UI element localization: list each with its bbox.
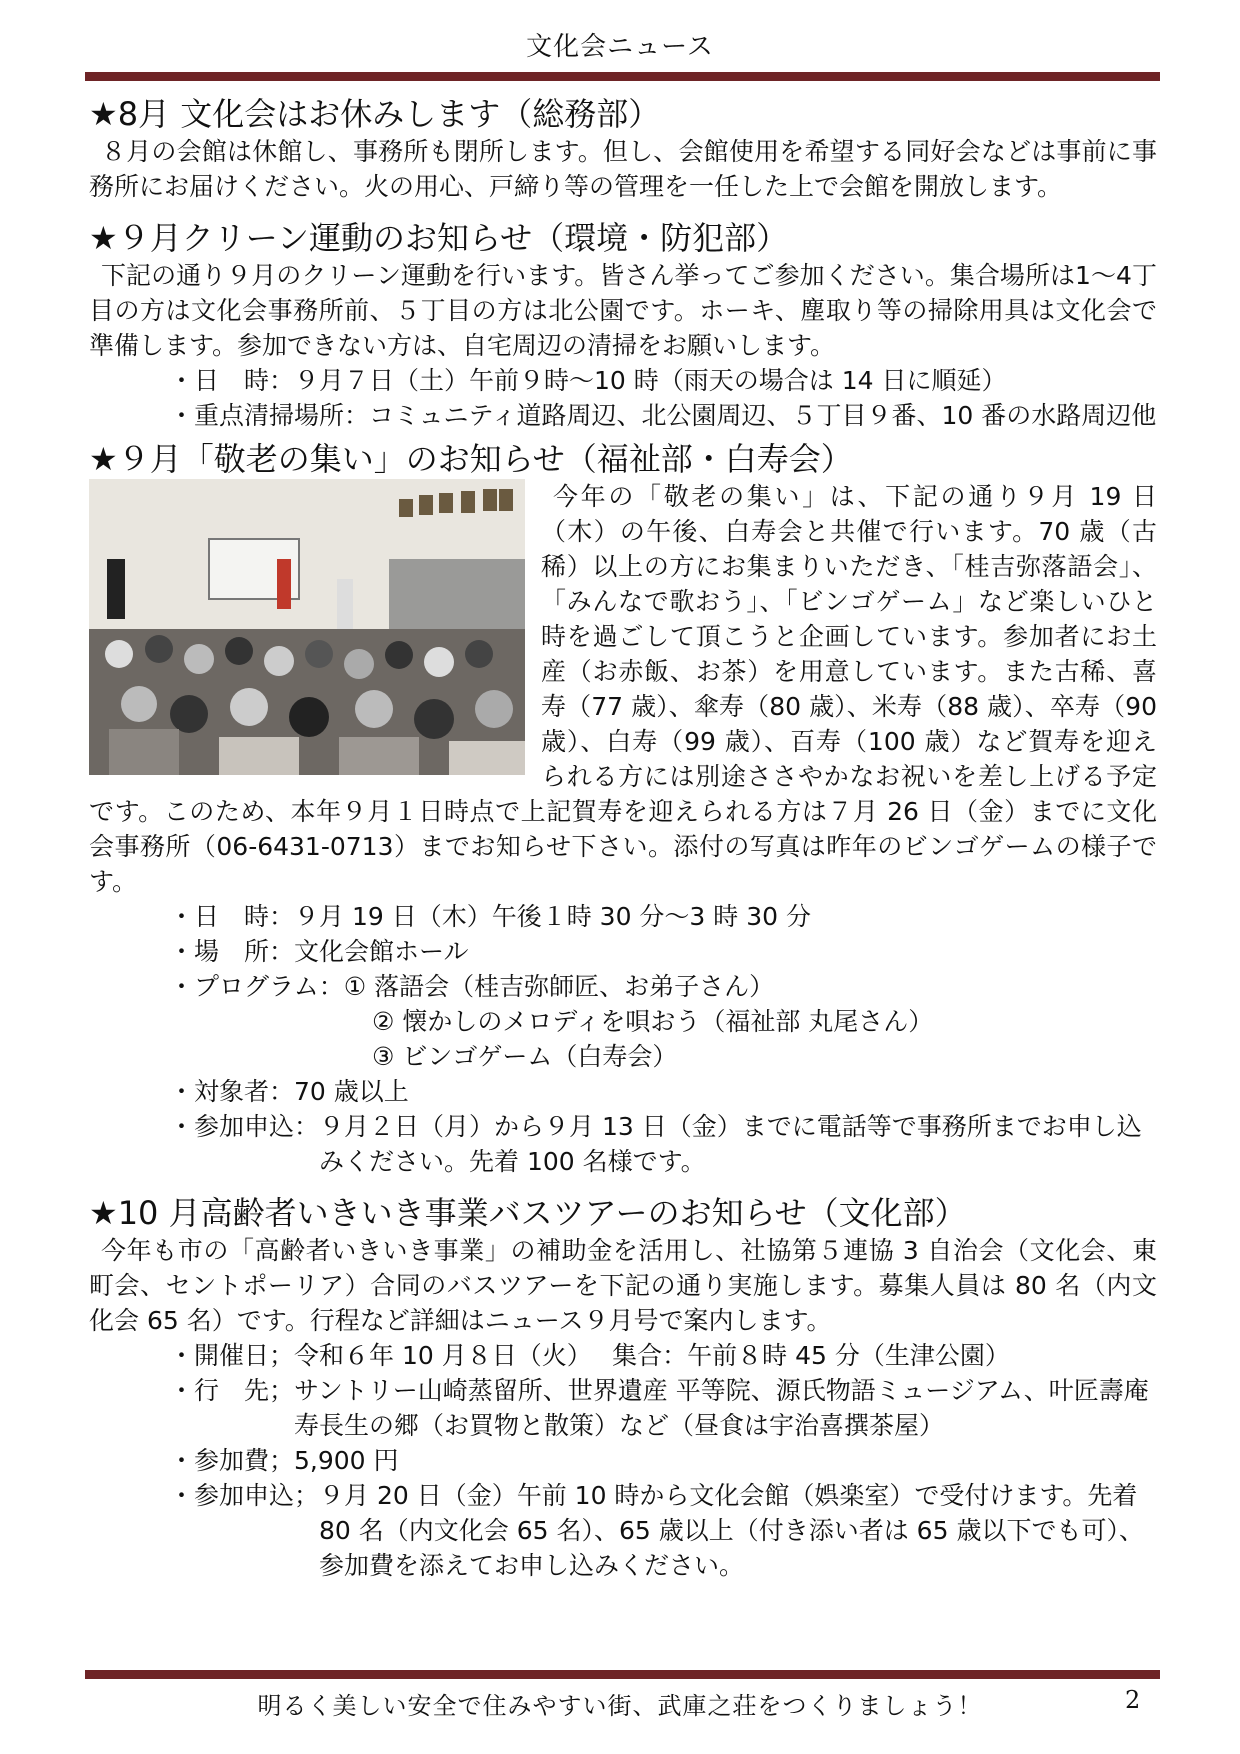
detail-label: ・行 先； (169, 1376, 295, 1405)
respect-aged-details-2 (89, 1074, 1157, 1179)
detail-item (89, 1478, 1157, 1583)
page-number: 2 (1125, 1686, 1141, 1714)
detail-value: ９月２日（月）から９月 13 日（金）までに電話等で事務所までお申し込みください。先着 100 名様です。 (319, 1112, 1142, 1176)
detail-item (89, 899, 1157, 934)
program-item: ② 懐かしのメロディを唄おう（福祉部 丸尾さん） (372, 1007, 934, 1036)
detail-value: 令和６年 10 月８日（火） 集合：午前８時 45 分（生津公園） (294, 1341, 1010, 1370)
detail-value: 文化会館ホール (294, 937, 469, 966)
section-body-bus-tour: 今年も市の「高齢者いきいき事業」の補助金を活用し、社協第５連協 3 自治会（文化会、東町会、セントポーリア）合同のバスツアーを下記の通り実施します。募集人員は 80 名（内文化会 65 名）です。行程など詳細はニュース９月号で案内します。 (89, 1236, 1157, 1335)
detail-label: ・開催日； (169, 1341, 295, 1370)
detail-label: ・対象者： (169, 1077, 295, 1106)
detail-item (89, 934, 1157, 969)
detail-value: 70 歳以上 (294, 1077, 409, 1106)
event-photo (89, 479, 525, 775)
detail-item (89, 1109, 1157, 1179)
detail-item (89, 1373, 1157, 1443)
detail-item (89, 1074, 1157, 1109)
section-title-august-closure: ★8月 文化会はお休みします（総務部） (89, 95, 661, 133)
detail-label: ・日 時： (169, 902, 295, 931)
detail-label: ・参加申込； (169, 1481, 320, 1510)
detail-value: ① 落語会（桂吉弥師匠、お弟子さん） (343, 972, 775, 1001)
detail-value: サントリー山崎蒸留所、世界遺産 平等院、源氏物語ミュージアム、叶匠壽庵 寿長生の郷（お買物と散策）など（昼食は宇治喜撰茶屋） (294, 1376, 1149, 1440)
detail-value: ９月７日（土）午前９時～10 時（雨天の場合は 14 日に順延） (294, 366, 1007, 395)
bus-tour-details (89, 1338, 1157, 1583)
detail-label: ・場 所： (169, 937, 295, 966)
detail-value: ９月 19 日（木）午後１時 30 分～3 時 30 分 (294, 902, 811, 931)
clean-campaign-details (89, 363, 1157, 433)
detail-label: ・重点清掃場所： (169, 401, 370, 430)
newsletter-title: 文化会ニュース (526, 32, 714, 62)
section-title-bus-tour: ★10 月高齢者いきいき事業バスツアーのお知らせ（文化部） (89, 1194, 967, 1232)
program-item: ③ ビンゴゲーム（白寿会） (372, 1042, 678, 1071)
section-title-clean-campaign: ★９月クリーン運動のお知らせ（環境・防犯部） (89, 219, 789, 257)
detail-label: ・プログラム： (169, 972, 344, 1001)
section-title-respect-aged: ★９月「敬老の集い」のお知らせ（福祉部・白寿会） (89, 440, 853, 478)
footer-slogan: 明るく美しい安全で住みやすい街、武庫之荘をつくりましょう！ (257, 1692, 983, 1720)
header-rule (85, 72, 1160, 81)
footer-rule (85, 1670, 1160, 1679)
detail-item (89, 1338, 1157, 1373)
detail-value: コミュニティ道路周辺、北公園周辺、５丁目９番、10 番の水路周辺他 (369, 401, 1157, 430)
detail-item (89, 969, 1157, 1004)
detail-item (89, 363, 1157, 398)
detail-value: ９月 20 日（金）午前 10 時から文化会館（娯楽室）で受付けます。先着 80 名（内文化会 65 名）、65 歳以上（付き添い者は 65 歳以下でも可）、参加費を添えてお申し込みください。 (319, 1481, 1144, 1580)
detail-label: ・日 時： (169, 366, 295, 395)
section-body-clean-campaign: 下記の通り９月のクリーン運動を行います。皆さん挙ってご参加ください。集合場所は1～4丁目の方は文化会事務所前、５丁目の方は北公園です。ホーキ、塵取り等の掃除用具は文化会で準備します。参加できない方は、自宅周辺の清掃をお願いします。 (89, 261, 1157, 360)
detail-label: ・参加費； (169, 1446, 295, 1475)
detail-item (89, 398, 1157, 433)
detail-label: ・参加申込： (169, 1112, 320, 1141)
main-content (89, 94, 1157, 1583)
section-body-respect-aged: 今年の「敬老の集い」は、下記の通り９月 19 日（木）の午後、白寿会と共催で行います。70 歳（古稀）以上の方にお集まりいただき、「桂吉弥落語会」、「みんなで歌おう」、「ビンゴゲーム」など楽しいひと時を過ごして頂こうと企画しています。参加者にお土産（お赤飯、お茶）を用意しています。また古稀、喜寿（77 歳）、傘寿（80 歳）、米寿（88 歳）、卒寿（90 歳）、白寿（99 歳）、百寿（100 歳）など賀寿を迎えられる方には別途ささやかなお祝いを差し上げる予定です。このため、本年９月１日時点で上記賀寿を迎えられる方は７月 26 日（金）までに文化会事務所（06-6431-0713）までお知らせ下さい。添付の写真は昨年のビンゴゲームの様子です。 (89, 482, 1157, 896)
detail-value: 5,900 円 (294, 1446, 399, 1475)
detail-item (89, 1443, 1157, 1478)
respect-aged-details (89, 899, 1157, 1004)
section-body-august-closure: ８月の会館は休館し、事務所も閉所します。但し、会館使用を希望する同好会などは事前に事務所にお届けください。火の用心、戸締り等の管理を一任した上で会館を開放します。 (89, 137, 1157, 201)
